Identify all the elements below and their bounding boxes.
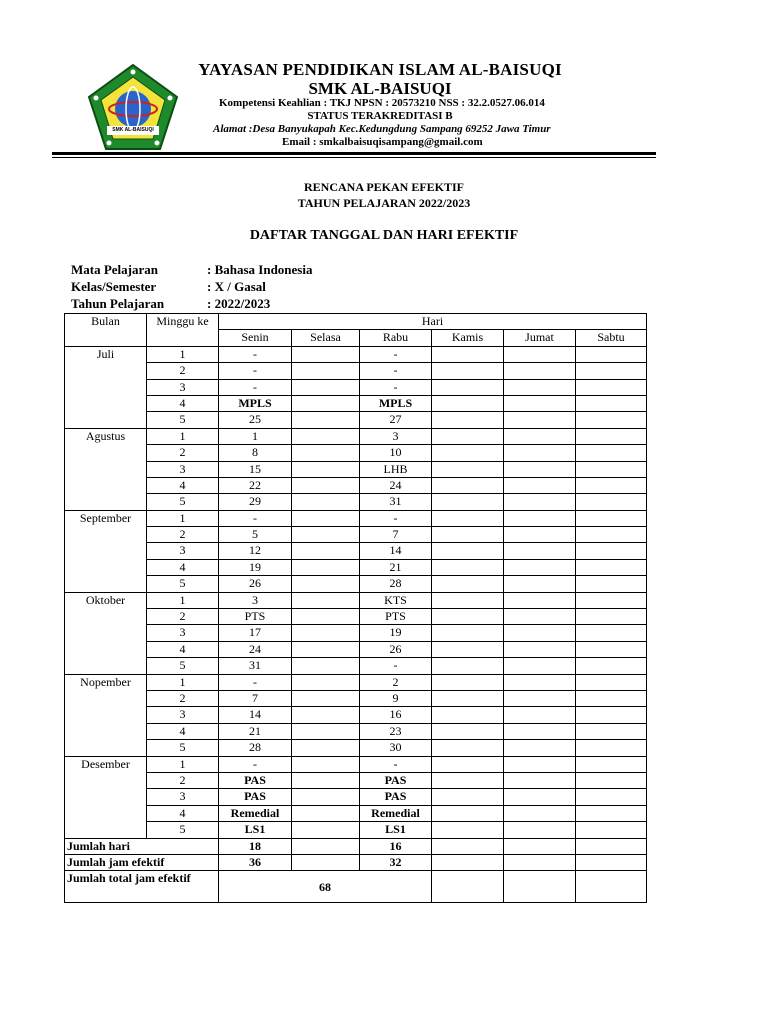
table-row — [65, 674, 647, 690]
sabtu-cell — [576, 527, 647, 543]
kamis-cell — [432, 576, 504, 592]
sabtu-cell — [576, 690, 647, 706]
sabtu-cell — [576, 559, 647, 575]
week-number: 2 — [147, 690, 219, 706]
jumat-cell — [504, 641, 576, 657]
selasa-cell — [292, 445, 360, 461]
kamis-cell — [432, 477, 504, 493]
jumat-cell — [504, 445, 576, 461]
jumat-cell — [504, 510, 576, 526]
rabu-cell: Remedial — [360, 805, 432, 821]
rabu-cell: 30 — [360, 740, 432, 756]
jumat-cell — [504, 576, 576, 592]
week-number: 5 — [147, 740, 219, 756]
senin-cell: 3 — [219, 592, 292, 608]
sabtu-cell — [576, 576, 647, 592]
sabtu-cell — [576, 412, 647, 428]
kamis-cell — [432, 543, 504, 559]
selasa-cell — [292, 592, 360, 608]
kamis-cell — [432, 723, 504, 739]
jumat-cell — [504, 527, 576, 543]
senin-cell: 8 — [219, 445, 292, 461]
jumat-cell — [504, 822, 576, 838]
selasa-cell — [292, 690, 360, 706]
rabu-cell: 2 — [360, 674, 432, 690]
jumat-cell — [504, 658, 576, 674]
kamis-cell — [432, 641, 504, 657]
week-number: 4 — [147, 723, 219, 739]
senin-cell: - — [219, 363, 292, 379]
jumat-cell — [504, 346, 576, 362]
week-number: 1 — [147, 346, 219, 362]
table-row — [65, 789, 647, 805]
week-number: 4 — [147, 395, 219, 411]
table-row — [65, 395, 647, 411]
rabu-cell: - — [360, 510, 432, 526]
logo-text: SMK AL-BAISUQI — [112, 127, 154, 133]
rabu-cell: 9 — [360, 690, 432, 706]
table-row — [65, 756, 647, 772]
selasa-cell — [292, 428, 360, 444]
week-number: 1 — [147, 510, 219, 526]
sabtu-cell — [576, 723, 647, 739]
table-row — [65, 740, 647, 756]
week-number: 4 — [147, 559, 219, 575]
selasa-cell — [292, 805, 360, 821]
senin-cell: - — [219, 510, 292, 526]
school-logo — [87, 63, 179, 151]
selasa-cell — [292, 412, 360, 428]
rabu-cell: PAS — [360, 772, 432, 788]
table-row — [65, 477, 647, 493]
total-days-label: Jumlah hari — [65, 838, 219, 854]
sabtu-cell — [576, 609, 647, 625]
selasa-cell — [292, 379, 360, 395]
doc-subtitle: DAFTAR TANGGAL DAN HARI EFEKTIF — [249, 228, 519, 243]
empty-cell — [504, 871, 576, 903]
empty-cell — [432, 854, 504, 870]
rabu-cell: PTS — [360, 609, 432, 625]
kamis-cell — [432, 592, 504, 608]
jumat-cell — [504, 543, 576, 559]
rabu-cell: 10 — [360, 445, 432, 461]
table-row — [65, 576, 647, 592]
kamis-cell — [432, 822, 504, 838]
sabtu-cell — [576, 789, 647, 805]
accreditation-status: STATUS TERAKREDITASI B — [307, 110, 453, 122]
selasa-cell — [292, 641, 360, 657]
empty-cell — [576, 838, 647, 854]
table-row — [65, 346, 647, 362]
day-header: Selasa — [292, 330, 360, 346]
senin-cell: 22 — [219, 477, 292, 493]
total-days-senin: 18 — [219, 838, 292, 854]
jumat-cell — [504, 740, 576, 756]
jumat-cell — [504, 723, 576, 739]
jumat-cell — [504, 625, 576, 641]
senin-cell: 29 — [219, 494, 292, 510]
jumat-cell — [504, 690, 576, 706]
sabtu-cell — [576, 641, 647, 657]
effective-hours-label: Jumlah jam efektif — [65, 854, 219, 870]
sabtu-cell — [576, 592, 647, 608]
class-value: : X / Gasal — [207, 279, 266, 294]
table-row — [65, 527, 647, 543]
table-body — [65, 346, 647, 838]
day-header: Sabtu — [576, 330, 647, 346]
letterhead-rule-thin — [52, 157, 656, 158]
sabtu-cell — [576, 395, 647, 411]
senin-cell: MPLS — [219, 395, 292, 411]
week-number: 4 — [147, 477, 219, 493]
sabtu-cell — [576, 625, 647, 641]
email-line: Email : smkalbaisuqisampang@gmail.com — [282, 136, 483, 148]
year-value: : 2022/2023 — [207, 296, 271, 311]
year-label: Tahun Pelajaran — [71, 296, 165, 311]
selasa-cell — [292, 609, 360, 625]
jumat-cell — [504, 395, 576, 411]
sabtu-cell — [576, 363, 647, 379]
day-header: Jumat — [504, 330, 576, 346]
effective-days-table — [64, 313, 647, 903]
empty-cell — [576, 871, 647, 903]
col-days-header: Hari — [219, 314, 647, 330]
senin-cell: 24 — [219, 641, 292, 657]
selasa-cell — [292, 772, 360, 788]
kamis-cell — [432, 789, 504, 805]
school-name: SMK AL-BAISUQI — [308, 79, 452, 98]
rabu-cell: - — [360, 379, 432, 395]
senin-cell: PAS — [219, 789, 292, 805]
senin-cell: 26 — [219, 576, 292, 592]
month-name: Agustus — [65, 428, 147, 510]
selasa-cell — [292, 789, 360, 805]
selasa-cell — [292, 494, 360, 510]
kamis-cell — [432, 707, 504, 723]
jumat-cell — [504, 707, 576, 723]
senin-cell: - — [219, 379, 292, 395]
selasa-cell — [292, 461, 360, 477]
week-number: 3 — [147, 789, 219, 805]
jumat-cell — [504, 772, 576, 788]
rabu-cell: 21 — [360, 559, 432, 575]
selasa-cell — [292, 543, 360, 559]
senin-cell: 1 — [219, 428, 292, 444]
senin-cell: 15 — [219, 461, 292, 477]
jumat-cell — [504, 805, 576, 821]
jumat-cell — [504, 477, 576, 493]
senin-cell: 28 — [219, 740, 292, 756]
senin-cell: 19 — [219, 559, 292, 575]
senin-cell: PTS — [219, 609, 292, 625]
table-row — [65, 609, 647, 625]
subject-value: : Bahasa Indonesia — [207, 262, 313, 277]
month-name: September — [65, 510, 147, 592]
table-row — [65, 625, 647, 641]
table-row — [65, 428, 647, 444]
jumat-cell — [504, 379, 576, 395]
address-line: Alamat :Desa Banyukapah Kec.Kedungdung Sampang 69252 Jawa Timur — [213, 123, 551, 135]
jumat-cell — [504, 428, 576, 444]
week-number: 4 — [147, 641, 219, 657]
jumat-cell — [504, 412, 576, 428]
sabtu-cell — [576, 658, 647, 674]
sabtu-cell — [576, 707, 647, 723]
day-header: Senin — [219, 330, 292, 346]
week-number: 4 — [147, 805, 219, 821]
rabu-cell: 31 — [360, 494, 432, 510]
effective-hours-rabu: 32 — [360, 854, 432, 870]
competency-line: Kompetensi Keahlian : TKJ NPSN : 20573210 NSS : 32.2.0527.06.014 — [219, 97, 545, 109]
jumat-cell — [504, 363, 576, 379]
rabu-cell: 26 — [360, 641, 432, 657]
senin-cell: PAS — [219, 772, 292, 788]
sabtu-cell — [576, 674, 647, 690]
subject-label: Mata Pelajaran — [71, 262, 159, 277]
total-days-rabu: 16 — [360, 838, 432, 854]
sabtu-cell — [576, 805, 647, 821]
week-number: 3 — [147, 625, 219, 641]
selasa-cell — [292, 740, 360, 756]
rabu-cell: 24 — [360, 477, 432, 493]
week-number: 5 — [147, 412, 219, 428]
table-row — [65, 412, 647, 428]
week-number: 2 — [147, 772, 219, 788]
rabu-cell: 16 — [360, 707, 432, 723]
rabu-cell: LHB — [360, 461, 432, 477]
jumat-cell — [504, 461, 576, 477]
sabtu-cell — [576, 756, 647, 772]
table-row — [65, 510, 647, 526]
rabu-cell: - — [360, 346, 432, 362]
selasa-cell — [292, 395, 360, 411]
rabu-cell: - — [360, 756, 432, 772]
kamis-cell — [432, 740, 504, 756]
jumat-cell — [504, 609, 576, 625]
day-header: Kamis — [432, 330, 504, 346]
kamis-cell — [432, 772, 504, 788]
week-number: 2 — [147, 527, 219, 543]
class-label: Kelas/Semester — [71, 279, 157, 294]
kamis-cell — [432, 346, 504, 362]
empty-cell — [432, 838, 504, 854]
effective-hours-senin: 36 — [219, 854, 292, 870]
rabu-cell: 7 — [360, 527, 432, 543]
jumat-cell — [504, 559, 576, 575]
sabtu-cell — [576, 461, 647, 477]
sabtu-cell — [576, 543, 647, 559]
week-number: 1 — [147, 428, 219, 444]
sabtu-cell — [576, 379, 647, 395]
week-number: 2 — [147, 445, 219, 461]
rabu-cell: 27 — [360, 412, 432, 428]
senin-cell: 5 — [219, 527, 292, 543]
table-row — [65, 559, 647, 575]
kamis-cell — [432, 756, 504, 772]
senin-cell: 14 — [219, 707, 292, 723]
selasa-cell — [292, 363, 360, 379]
selasa-cell — [292, 822, 360, 838]
col-week-header: Minggu ke — [147, 314, 219, 347]
kamis-cell — [432, 428, 504, 444]
table-row — [65, 723, 647, 739]
doc-year: TAHUN PELAJARAN 2022/2023 — [297, 196, 471, 210]
sabtu-cell — [576, 740, 647, 756]
week-number: 5 — [147, 822, 219, 838]
month-name: Juli — [65, 346, 147, 428]
letterhead-rule-thick — [52, 152, 656, 155]
table-row — [65, 461, 647, 477]
table-row — [65, 445, 647, 461]
senin-cell: 7 — [219, 690, 292, 706]
senin-cell: 17 — [219, 625, 292, 641]
sabtu-cell — [576, 494, 647, 510]
total-hours-value: 68 — [219, 871, 432, 903]
month-name: Nopember — [65, 674, 147, 756]
rabu-cell: 3 — [360, 428, 432, 444]
empty-cell — [504, 838, 576, 854]
jumat-cell — [504, 674, 576, 690]
selasa-cell — [292, 576, 360, 592]
rabu-cell: 28 — [360, 576, 432, 592]
month-name: Desember — [65, 756, 147, 838]
jumat-cell — [504, 494, 576, 510]
kamis-cell — [432, 445, 504, 461]
empty-cell — [504, 854, 576, 870]
selasa-cell — [292, 707, 360, 723]
rabu-cell: KTS — [360, 592, 432, 608]
selasa-cell — [292, 477, 360, 493]
selasa-cell — [292, 674, 360, 690]
week-number: 5 — [147, 494, 219, 510]
table-row — [65, 363, 647, 379]
kamis-cell — [432, 379, 504, 395]
week-number: 1 — [147, 674, 219, 690]
week-number: 5 — [147, 576, 219, 592]
rabu-cell: - — [360, 363, 432, 379]
table-row — [65, 592, 647, 608]
sabtu-cell — [576, 822, 647, 838]
selasa-cell — [292, 346, 360, 362]
total-hours-label: Jumlah total jam efektif — [65, 871, 219, 903]
selasa-cell — [292, 527, 360, 543]
kamis-cell — [432, 690, 504, 706]
empty-cell — [292, 854, 360, 870]
table-row — [65, 772, 647, 788]
jumat-cell — [504, 789, 576, 805]
selasa-cell — [292, 658, 360, 674]
kamis-cell — [432, 412, 504, 428]
week-number: 3 — [147, 379, 219, 395]
empty-cell — [576, 854, 647, 870]
week-number: 2 — [147, 363, 219, 379]
kamis-cell — [432, 461, 504, 477]
senin-cell: 12 — [219, 543, 292, 559]
week-number: 1 — [147, 756, 219, 772]
senin-cell: - — [219, 346, 292, 362]
selasa-cell — [292, 559, 360, 575]
table-row — [65, 707, 647, 723]
senin-cell: Remedial — [219, 805, 292, 821]
empty-cell — [292, 838, 360, 854]
rabu-cell: 23 — [360, 723, 432, 739]
senin-cell: 31 — [219, 658, 292, 674]
kamis-cell — [432, 494, 504, 510]
jumat-cell — [504, 756, 576, 772]
table-row — [65, 822, 647, 838]
selasa-cell — [292, 723, 360, 739]
table-row — [65, 690, 647, 706]
kamis-cell — [432, 510, 504, 526]
senin-cell: 21 — [219, 723, 292, 739]
kamis-cell — [432, 658, 504, 674]
table-row — [65, 805, 647, 821]
table-row — [65, 641, 647, 657]
sabtu-cell — [576, 445, 647, 461]
sabtu-cell — [576, 346, 647, 362]
week-number: 5 — [147, 658, 219, 674]
week-number: 3 — [147, 543, 219, 559]
senin-cell: LS1 — [219, 822, 292, 838]
week-number: 2 — [147, 609, 219, 625]
rabu-cell: 14 — [360, 543, 432, 559]
rabu-cell: - — [360, 658, 432, 674]
week-number: 1 — [147, 592, 219, 608]
selasa-cell — [292, 625, 360, 641]
sabtu-cell — [576, 510, 647, 526]
sabtu-cell — [576, 428, 647, 444]
rabu-cell: LS1 — [360, 822, 432, 838]
kamis-cell — [432, 674, 504, 690]
kamis-cell — [432, 805, 504, 821]
table-row — [65, 494, 647, 510]
week-number: 3 — [147, 461, 219, 477]
kamis-cell — [432, 625, 504, 641]
empty-cell — [432, 871, 504, 903]
table-row — [65, 658, 647, 674]
kamis-cell — [432, 395, 504, 411]
rabu-cell: PAS — [360, 789, 432, 805]
kamis-cell — [432, 363, 504, 379]
senin-cell: 25 — [219, 412, 292, 428]
foundation-name: YAYASAN PENDIDIKAN ISLAM AL-BAISUQI — [198, 60, 562, 79]
month-name: Oktober — [65, 592, 147, 674]
table-row — [65, 543, 647, 559]
day-header: Rabu — [360, 330, 432, 346]
senin-cell: - — [219, 756, 292, 772]
kamis-cell — [432, 609, 504, 625]
sabtu-cell — [576, 772, 647, 788]
rabu-cell: MPLS — [360, 395, 432, 411]
week-number: 3 — [147, 707, 219, 723]
kamis-cell — [432, 559, 504, 575]
jumat-cell — [504, 592, 576, 608]
kamis-cell — [432, 527, 504, 543]
col-month-header: Bulan — [65, 314, 147, 347]
selasa-cell — [292, 510, 360, 526]
sabtu-cell — [576, 477, 647, 493]
doc-title: RENCANA PEKAN EFEKTIF — [303, 180, 464, 194]
rabu-cell: 19 — [360, 625, 432, 641]
senin-cell: - — [219, 674, 292, 690]
selasa-cell — [292, 756, 360, 772]
table-row — [65, 379, 647, 395]
